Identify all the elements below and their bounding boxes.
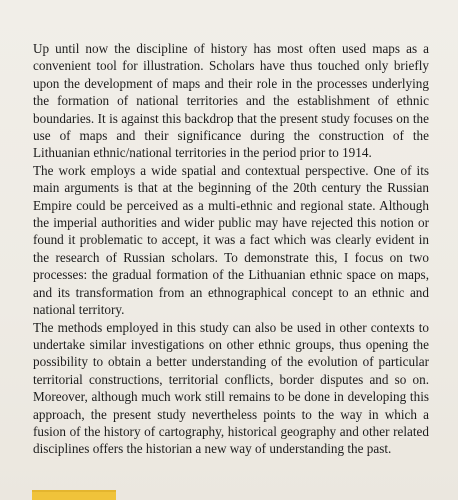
paragraph-2: The work employs a wide spatial and contextual perspective. One of its main arguments is that at the beginning of the 20th century the Russian Empire could be perceived as a multi-ethnic and regional state. Although the imperial authorities and wider public may have rejected this notion or found it problematic to accept, it was a fact which was clearly evident in the research of Russian scholars. To demonstrate this, I focus on two processes: the gradual formation of the Lithuanian ethnic space on maps, and its transformation from an ethnographical concept to an ethnic and national territory.: [33, 162, 429, 318]
yellow-cover-tab: [32, 490, 116, 500]
body-text: [33, 40, 429, 458]
paragraph-3: The methods employed in this study can also be used in other contexts to undertake similar investigations on other ethnic groups, thus opening the possibility to obtain a better understanding of the evolution of particular territorial constructions, territorial conflicts, border disputes and so on. Moreover, although much work still remains to be done in developing this approach, the present study nevertheless points to the way in which a fusion of the history of cartography, historical geography and other related disciplines offers the historian a new way of understanding the past.: [33, 319, 429, 457]
paragraph-1: Up until now the discipline of history has most often used maps as a convenient tool for illustration. Scholars have thus touched only briefly upon the development of maps and their role in the processes underlying the formation of national territories and the establishment of ethnic boundaries. It is against this backdrop that the present study focuses on the use of maps and their significance during the construction of the Lithuanian ethnic/national territories in the period prior to 1914.: [33, 41, 429, 161]
